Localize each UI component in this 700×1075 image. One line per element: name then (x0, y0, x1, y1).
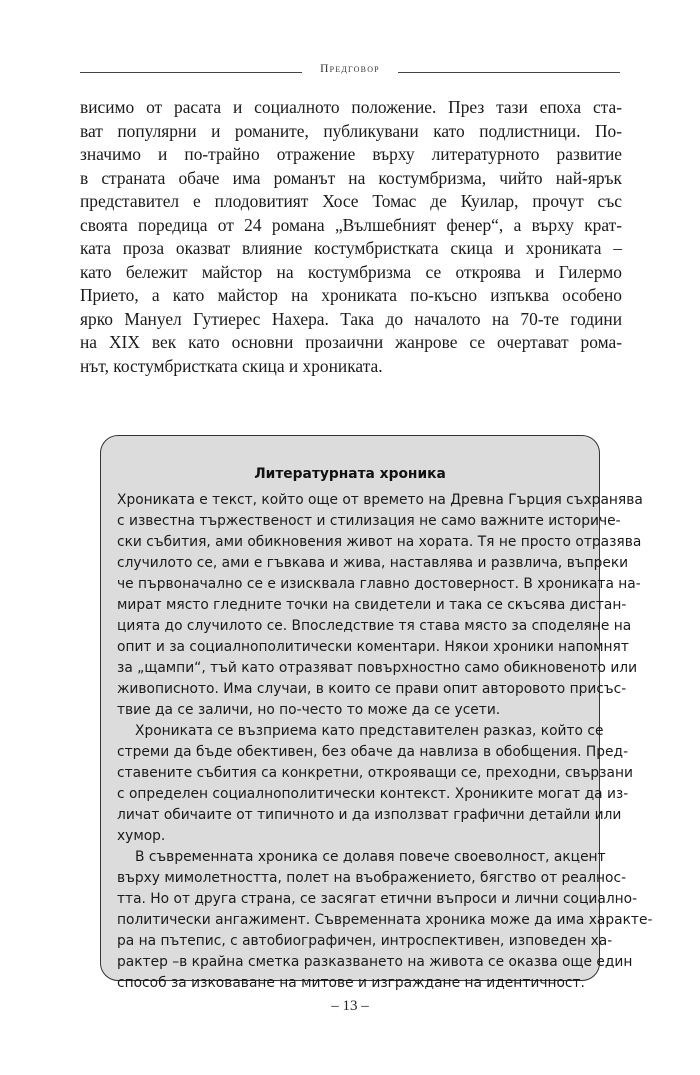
sidebar-line: мират място гледните точки на свидетели и така се скъсява дистан- (117, 597, 627, 613)
text-line: като бележит майстор на костумбризма се откроява и Гилермо (80, 261, 622, 282)
text-line: ярко Мануел Гутиерес Нахера. Така до началото на 70-те години (80, 308, 622, 329)
sidebar-line: Хрониката е текст, който още от времето на Древна Гърция съхранява (117, 492, 643, 508)
sidebar-box (100, 435, 653, 991)
sidebar-text (117, 490, 653, 994)
text-line: в страната обаче има романът на костумбризма, чийто най-ярък (80, 167, 622, 188)
sidebar-line: Хрониката се възприема като представителен разказ, който се (135, 723, 604, 739)
sidebar-line: политически ангажимент. Съвременната хроника може да има характе- (117, 912, 653, 928)
sidebar-line: рактер –в крайна сметка разказването на живота се оказва още един (117, 954, 633, 970)
text-line: представител е плодовитият Хосе Томас де Куилар, прочут със (80, 191, 622, 211)
sidebar-line: върху мимолетността, полет на въображението, бягство от реалнос- (117, 870, 627, 886)
sidebar-line: ски събития, ами обикновения живот на хората. Тя не просто отразява (117, 534, 642, 550)
text-line: своята поредица от 24 романа „Вълшебният фенер“, а върху крат- (80, 214, 622, 235)
sidebar-line: твие да се заличи, но по-често то може да се усети. (117, 702, 501, 718)
text-line: значимо и по-трайно отражение върху литературното развитие (80, 144, 622, 164)
sidebar-line: хумор. (117, 828, 166, 844)
text-line: ват популярни и романите, публикувани като подлистници. По- (80, 120, 622, 141)
header-rule-left (80, 72, 302, 73)
text-line: висимо от расата и социалното положение. През тази епоха ста- (80, 97, 622, 117)
sidebar-line: за „щампи“, тъй като отразяват повърхностно само обикновеното или (117, 660, 638, 676)
text-line: на XIX век като основни прозаични жанрове се очертават рома- (80, 332, 622, 352)
sidebar-line: стреми да бъде обективен, без обаче да навлиза в обобщения. Пред- (117, 744, 629, 760)
page-number: – 13 – (331, 998, 369, 1014)
header-rule-right (398, 72, 620, 73)
sidebar-line: че първоначално се е изисквала главно достоверност. В хрониката на- (117, 576, 641, 592)
sidebar-line: личат обичаите от типичното и да използват графични детайли или (117, 807, 622, 823)
main-text (80, 96, 622, 378)
running-head: Предговор (320, 63, 380, 75)
sidebar-line: опит и за социалнополитически коментари. Някои хроники напомнят (117, 639, 629, 655)
sidebar-line: В съвременната хроника се долавя повече своеволност, акцент (135, 849, 606, 865)
sidebar-line: способ за изковаване на митове и изграждане на идентичност. (117, 975, 585, 991)
sidebar-line: с известна тържественост и стилизация не само важните историче- (117, 513, 621, 529)
sidebar-line: с определен социалнополитически контекст. Хрониките могат да из- (117, 786, 629, 802)
sidebar-line: случилото се, ами е гъвкава и жива, наставлява и развлича, въпреки (117, 555, 629, 571)
sidebar-title: Литературната хроника (254, 466, 446, 482)
text-line: ката проза оказват влияние костумбристката скица и хрониката – (80, 238, 622, 258)
text-line: Прието, а като майстор на хрониката по-късно изпъква особено (80, 285, 622, 305)
sidebar-line: живописното. Има случаи, в които се прави опит авторовото присъс- (117, 681, 627, 697)
sidebar-line: ставените събития са конкретни, открояващи се, преходни, свързани (117, 765, 633, 781)
text-line: нът, костумбристката скица и хрониката. (80, 355, 383, 376)
sidebar-line: цията до случилото се. Впоследствие тя става място за споделяне на (117, 618, 632, 634)
sidebar-line: тта. Но от друга страна, се засягат етични въпроси и лични социално- (117, 891, 638, 907)
sidebar-line: ра на пътепис, с автобиографичен, интроспективен, изповеден ха- (117, 933, 613, 949)
